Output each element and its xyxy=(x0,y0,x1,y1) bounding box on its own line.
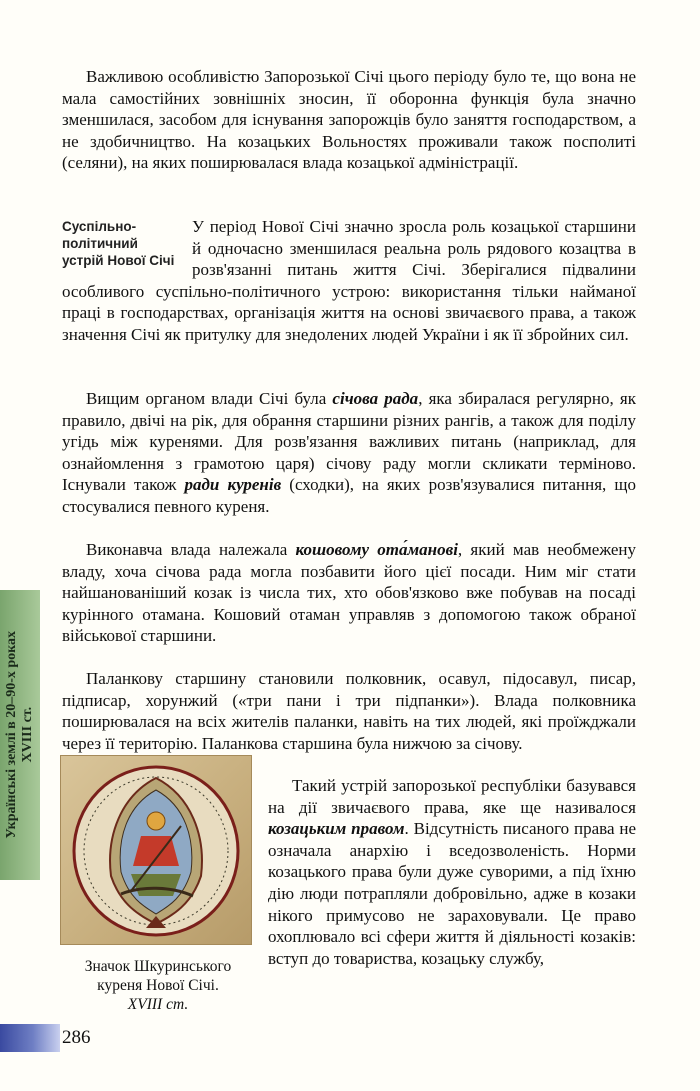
paragraph-6-part-b: . Відсутність писаного права не означала анархію і вседозволеність. Норми козацького права були дуже суворими, а під їхню дію люди потрапляли добровільно, адже в козаки нікого примусово не зараховували. Це право охоплювало всі сфери життя й діяльності козаків: вступ до товариства, козацьку службу, xyxy=(268,819,636,968)
paragraph-3-part-b: , яка збиралася регулярно, як правило, двічі на рік, для обрання старшини різних рангів, а також для поділу угідь між куренями. Для розв'язання важливих питань (наприклад, для ознайомлення з грамотою царя) січову раду могли скликати терміново. Існували також xyxy=(62,389,636,495)
paragraph-6-text xyxy=(268,775,636,969)
kurin-badge-illustration xyxy=(61,756,251,944)
caption-line-3: XVIII ст. xyxy=(127,996,189,1013)
paragraph-3 xyxy=(62,388,636,518)
term-sich-rada: січова рада xyxy=(332,389,419,408)
chapter-side-band-label xyxy=(4,631,36,839)
paragraph-6 xyxy=(268,775,636,969)
paragraph-4-part-a: Виконавча влада належала xyxy=(86,540,296,559)
paragraph-3-part-a: Вищим органом влади Січі була xyxy=(86,389,333,408)
paragraph-3-text xyxy=(62,388,636,518)
paragraph-1-text: Важливою особливістю Запорозької Січі цього періоду було те, що вона не мала самостійних зовнішніх зносин, її оборонна функція була значно зменшилася, засобом для існування запорожців було заняття господарством, а не здобичництво. На козацьких Вольностях проживали також посполиті (селяни), на яких поширювалася влада козацької адміністрації. xyxy=(62,67,636,173)
paragraph-1 xyxy=(62,66,636,174)
term-rady-kureniv: ради куренів xyxy=(184,475,282,495)
paragraph-4 xyxy=(62,539,636,647)
paragraph-4-text xyxy=(62,539,636,647)
paragraph-5-text: Паланкову старшину становили полковник, осавул, підосавул, писар, підписар, хорунжий («три пани і три підпанки»). Влада полковника поширювалася на всіх жителів паланки, навіть на тих людей, які проїжджали через її територію. Паланкова старшина була нижчою за січову. xyxy=(62,669,636,753)
term-koshovyi-otaman: кошовому ота́манові xyxy=(295,540,458,559)
side-band-line-1: Українські землі в 20–90-х роках xyxy=(4,631,19,839)
paragraph-6-part-a: Такий устрій запорозької республіки базувався на дії звичаєвого права, яке ще називалося xyxy=(268,776,636,817)
figure-caption xyxy=(60,957,256,1014)
emblem-image xyxy=(60,755,252,945)
paragraph-2-text: У період Нової Січі значно зросла роль козацької старшини й одночасно зменшилася реальна роль рядового козацтва в розв'язанні питань життя Січі. Зберігалися підвалини особливого суспільно-політичного устрою: використання тільки найманої праці в господарствах, організація життя на основі звичаєвого права, а також значення Січі як притулку для знедолених людей України і як її збройних сил. xyxy=(62,217,636,344)
paragraph-5 xyxy=(62,668,636,754)
side-band-line-2: XVIII ст. xyxy=(20,707,35,763)
chapter-side-band-text xyxy=(0,590,40,880)
page-number-bar xyxy=(0,1024,60,1052)
caption-line-2: куреня Нової Січі. xyxy=(97,977,219,994)
caption-line-1: Значок Шкуринського xyxy=(84,958,232,975)
paragraph-3-part-c: (сходки), на яких розв'язувалися питання, що стосувалися певного куреня. xyxy=(62,475,636,516)
term-kozatske-pravo: козацьким правом xyxy=(268,819,405,839)
side-heading: Суспільно-політичний устрій Нової Січі xyxy=(62,219,175,268)
paragraph-2 xyxy=(62,216,636,346)
chapter-side-band xyxy=(0,590,40,880)
figure-emblem xyxy=(60,755,256,1014)
page-number: 286 xyxy=(62,1027,91,1048)
paragraph-4-part-b: , який мав необмежену владу, хоча січова рада могла позбавити його цієї посади. Ним міг стати найшанованіший козак із числа тих, хто обов'язково вже побував на посаді курінного отамана. Кошовий отаман управляв з допомогою також обраної військової старшини. xyxy=(62,540,636,646)
